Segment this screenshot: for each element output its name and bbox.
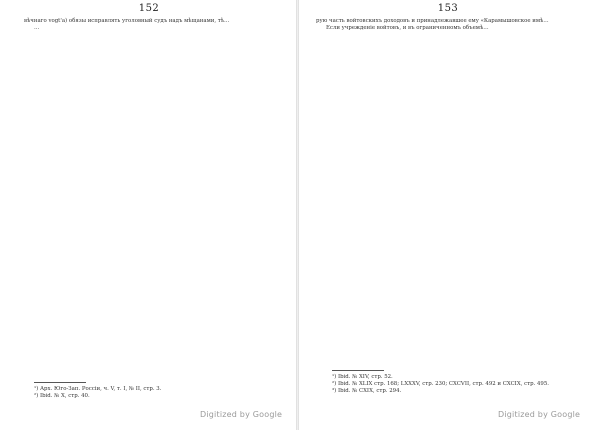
footnote-rule [332, 370, 384, 371]
scan-watermark: Digitized by Google [200, 410, 283, 419]
paragraph: рую часть войтовскихъ доходовъ и принадлежавшее ему «Карамышовское имѣ… [316, 18, 549, 24]
paragraph: … [34, 24, 40, 31]
footnote: ³) Ibid. № CXIX, стр. 294. [332, 388, 402, 394]
footnote-rule [34, 382, 86, 383]
footnote: ¹) Ibid. № XIV, стр. 52. [332, 374, 393, 380]
paragraph: вѣчнаго vogt'а) обязы исправлять уголовный судъ надъ мѣщанами, тѣ… [24, 18, 230, 24]
book-gutter [296, 0, 299, 430]
footnotes [34, 386, 161, 400]
footnote: ¹) Арх. Юго-Зап. Россіи, ч. V, т. I, № II, стр. 3. [34, 386, 162, 392]
scan-watermark: Digitized by Google [498, 410, 581, 419]
footnote: ²) Ibid. № XLIX стр. 168; LXXXV, стр. 230; CXCVII, стр. 492 и CXCIX, стр. 495. [332, 381, 549, 387]
footnote: ²) Ibid. № X, стр. 40. [34, 393, 90, 399]
page-body-text [316, 18, 584, 32]
page-number: 153 [437, 3, 459, 14]
left-page [4, 0, 294, 430]
right-page [302, 0, 594, 430]
footnotes [332, 374, 549, 395]
paragraph: Если учрежденіе войтовъ, и въ ограниченномъ объемѣ… [326, 24, 489, 31]
page-body-text [24, 18, 288, 32]
page-number: 152 [138, 3, 160, 14]
